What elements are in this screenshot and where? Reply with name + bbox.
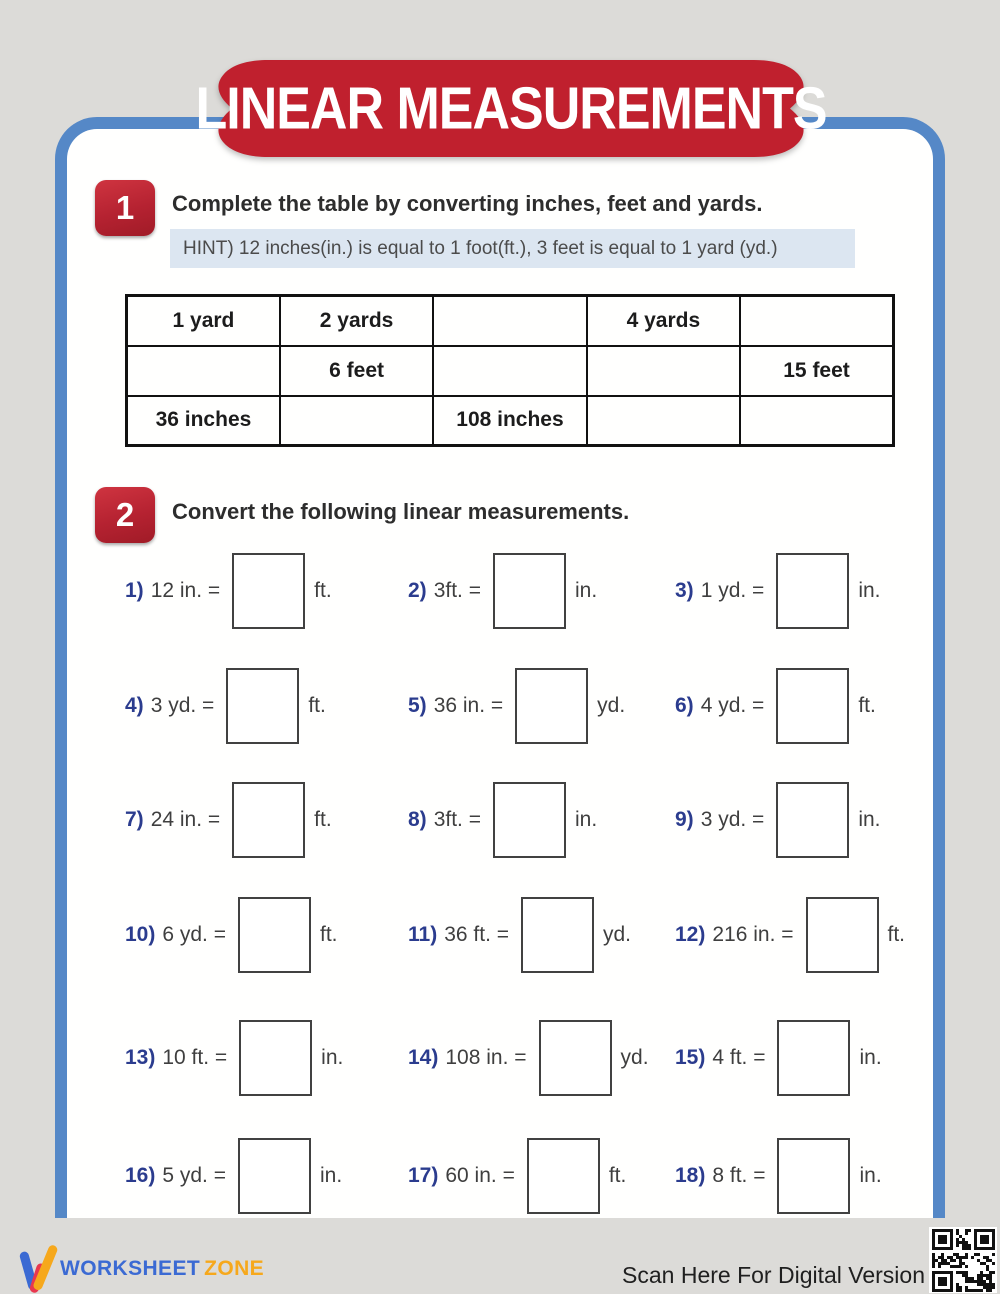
problem	[408, 553, 597, 629]
problem-prompt: 36 in. =	[433, 694, 504, 717]
problem	[125, 553, 332, 629]
problem-unit: in.	[859, 1046, 882, 1069]
problem-prompt: 60 in. =	[445, 1164, 515, 1187]
problem	[408, 668, 625, 744]
problem-unit: ft.	[320, 923, 338, 946]
problem-number: 11)	[408, 923, 438, 946]
problem	[675, 553, 881, 629]
answer-box[interactable]	[238, 1138, 311, 1214]
problem	[125, 1138, 342, 1214]
problem-unit: in.	[859, 1164, 882, 1187]
table-answer-cell[interactable]	[433, 296, 586, 346]
problem	[408, 782, 597, 858]
problem-unit: ft.	[608, 1164, 627, 1187]
brand-name-zone: ZONE	[204, 1257, 265, 1280]
section-2-number: 2	[115, 496, 135, 533]
section-1-heading: Complete the table by converting inches, feet and yards.	[172, 191, 763, 216]
answer-box[interactable]	[776, 668, 849, 744]
problem	[408, 1020, 649, 1096]
problem-number: 15)	[675, 1046, 706, 1069]
problem-number: 10)	[125, 923, 156, 946]
problem-unit: in.	[321, 1046, 344, 1069]
answer-box[interactable]	[777, 1020, 850, 1096]
problem	[125, 1020, 343, 1096]
problem-prompt: 1 yd. =	[700, 579, 765, 602]
brand-logo	[18, 1244, 264, 1294]
table-row	[127, 346, 894, 396]
table-row	[127, 296, 894, 346]
problem-number: 3)	[675, 579, 694, 602]
problem-number: 14)	[408, 1046, 439, 1069]
table-cell: 1 yard	[127, 296, 280, 346]
problem-prompt: 36 ft. =	[444, 923, 509, 946]
problem-number: 16)	[125, 1164, 156, 1187]
section-1-number: 1	[115, 189, 135, 226]
table-answer-cell[interactable]	[587, 396, 740, 446]
problem-unit: in.	[858, 808, 881, 831]
problem-prompt: 5 yd. =	[162, 1164, 226, 1187]
problem-unit: yd.	[597, 694, 626, 717]
answer-box[interactable]	[521, 897, 594, 973]
problem-unit: yd.	[620, 1046, 649, 1069]
qr-code	[929, 1227, 997, 1293]
problem-prompt: 3ft. =	[433, 579, 481, 602]
problem-number: 12)	[675, 923, 706, 946]
problem-prompt: 4 ft. =	[712, 1046, 766, 1069]
table-cell: 4 yards	[587, 296, 740, 346]
problem	[675, 1020, 882, 1096]
problem-prompt: 216 in. =	[712, 923, 794, 946]
problem	[125, 782, 332, 858]
problem-number: 4)	[125, 694, 144, 717]
problem-number: 9)	[675, 808, 694, 831]
problem-number: 13)	[125, 1046, 156, 1069]
page-title: LINEAR MEASUREMENTS	[195, 75, 827, 142]
answer-box[interactable]	[806, 897, 879, 973]
problem-unit: in.	[858, 579, 881, 602]
problem	[408, 897, 631, 973]
answer-box[interactable]	[515, 668, 588, 744]
problem-number: 5)	[408, 694, 427, 717]
table-cell: 36 inches	[127, 396, 280, 446]
answer-box[interactable]	[232, 553, 305, 629]
title-ribbon	[195, 57, 827, 161]
section-2-badge	[95, 487, 155, 543]
problem-unit: ft.	[887, 923, 906, 946]
problem-unit: in.	[574, 579, 598, 602]
answer-box[interactable]	[539, 1020, 612, 1096]
answer-box[interactable]	[493, 553, 566, 629]
table-cell: 15 feet	[740, 346, 893, 396]
problem-prompt: 10 ft. =	[162, 1046, 228, 1069]
answer-box[interactable]	[493, 782, 566, 858]
hint-text: HINT) 12 inches(in.) is equal to 1 foot(ft.), 3 feet is equal to 1 yard (yd.)	[183, 237, 778, 259]
problem	[125, 897, 338, 973]
answer-box[interactable]	[238, 897, 311, 973]
table-cell: 2 yards	[280, 296, 433, 346]
problem-number: 1)	[125, 579, 144, 602]
table-answer-cell[interactable]	[280, 396, 433, 446]
problem-prompt: 12 in. =	[150, 579, 221, 602]
conversion-table	[125, 294, 895, 447]
problem-prompt: 3 yd. =	[700, 808, 765, 831]
hint-banner	[170, 229, 855, 268]
problem-unit: in.	[320, 1164, 343, 1187]
problem	[675, 1138, 882, 1214]
table-cell: 108 inches	[433, 396, 586, 446]
problem	[125, 668, 326, 744]
table-answer-cell[interactable]	[740, 296, 893, 346]
problem	[408, 1138, 626, 1214]
problem-prompt: 4 yd. =	[700, 694, 765, 717]
answer-box[interactable]	[776, 553, 849, 629]
problem-number: 18)	[675, 1164, 706, 1187]
section-1-badge	[95, 180, 155, 236]
brand-name-worksheet: WORKSHEET	[60, 1257, 201, 1280]
problem-number: 2)	[408, 579, 427, 602]
problem-number: 17)	[408, 1164, 439, 1187]
problem	[675, 668, 876, 744]
problem-prompt: 6 yd. =	[162, 923, 226, 946]
answer-box[interactable]	[226, 668, 299, 744]
problem-number: 6)	[675, 694, 694, 717]
table-answer-cell[interactable]	[587, 346, 740, 396]
problem-prompt: 3 yd. =	[150, 694, 215, 717]
problem-prompt: 108 in. =	[445, 1046, 527, 1069]
table-cell: 6 feet	[280, 346, 433, 396]
problem-number: 8)	[408, 808, 427, 831]
problem-unit: ft.	[308, 694, 326, 717]
problem	[675, 782, 881, 858]
problem	[675, 897, 905, 973]
table-answer-cell[interactable]	[740, 396, 893, 446]
problem-unit: ft.	[858, 694, 876, 717]
problem-number: 7)	[125, 808, 144, 831]
answer-box[interactable]	[776, 782, 849, 858]
answer-box[interactable]	[232, 782, 305, 858]
problem-prompt: 3ft. =	[433, 808, 481, 831]
answer-box[interactable]	[239, 1020, 312, 1096]
table-answer-cell[interactable]	[433, 346, 586, 396]
answer-box[interactable]	[777, 1138, 850, 1214]
table-answer-cell[interactable]	[127, 346, 280, 396]
problem-prompt: 8 ft. =	[712, 1164, 766, 1187]
table-row	[127, 396, 894, 446]
problem-prompt: 24 in. =	[150, 808, 221, 831]
scan-instruction: Scan Here For Digital Version	[622, 1262, 925, 1288]
answer-box[interactable]	[527, 1138, 600, 1214]
problem-unit: in.	[574, 808, 598, 831]
problem-unit: yd.	[603, 923, 632, 946]
problem-unit: ft.	[314, 808, 332, 831]
w-logo-icon	[18, 1244, 60, 1294]
section-2-heading: Convert the following linear measurements.	[172, 499, 630, 524]
problem-unit: ft.	[314, 579, 332, 602]
